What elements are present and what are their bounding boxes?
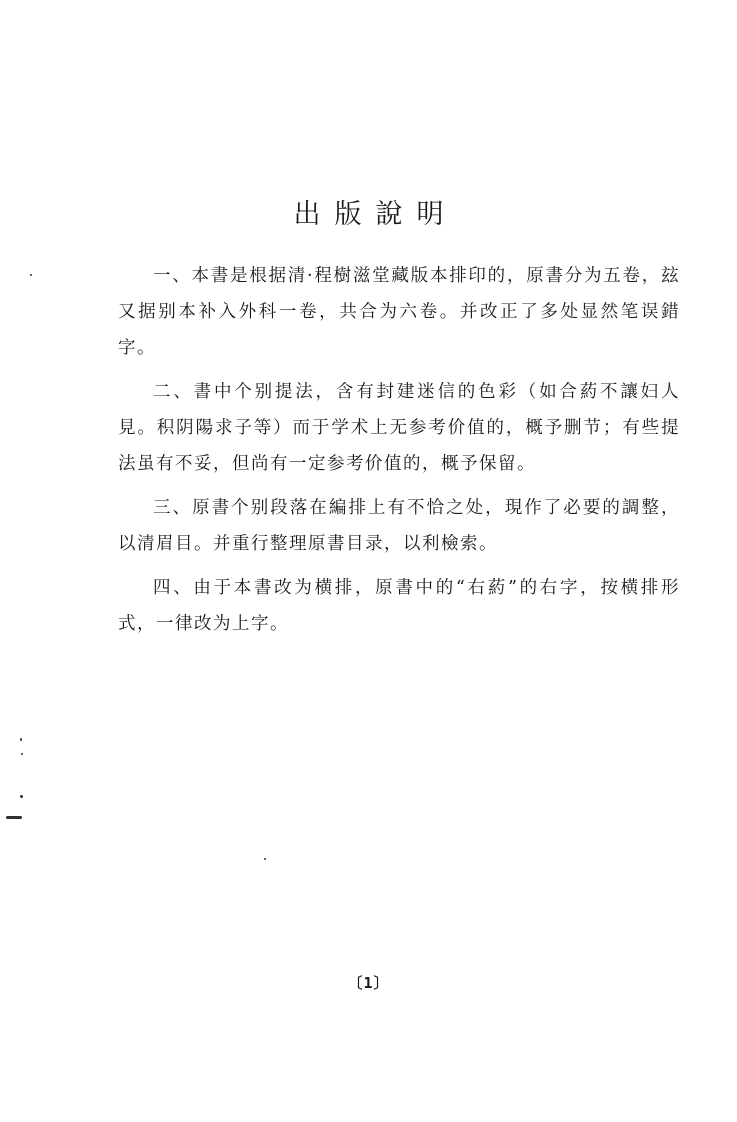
scan-speck: [6, 816, 22, 819]
note-paragraph-4: 四、由于本書改为横排，原書中的“右葯”的右字，按横排形式，一律改为上字。: [118, 578, 680, 634]
scan-speck: [20, 795, 23, 798]
note-paragraph-1: 一、本書是根据清·程樹滋堂藏版本排印的，原書分为五卷，玆又据别本补入外科一卷，共合为六卷。并改正了多处显然笔误錯字。: [118, 266, 680, 358]
note-paragraph-2: 二、書中个别提法，含有封建迷信的色彩（如合葯不讓妇人見。积阴陽求子等）而于学术上无参考价值的，概予删节；有些提法虽有不妥，但尚有一定参考价值的，概予保留。: [118, 382, 680, 474]
note-paragraph-3: 三、原書个别段落在編排上有不恰之处，現作了必要的調整，以清眉目。并重行整理原書目录，以利檢索。: [118, 498, 680, 554]
scan-speck: [20, 738, 22, 741]
scan-speck: [264, 858, 266, 860]
scan-speck: [30, 274, 32, 276]
scan-speck: [21, 753, 23, 755]
page-title: 出版說明: [293, 199, 458, 230]
publication-notes: [118, 258, 680, 650]
page-number: 〔1〕: [347, 974, 390, 992]
